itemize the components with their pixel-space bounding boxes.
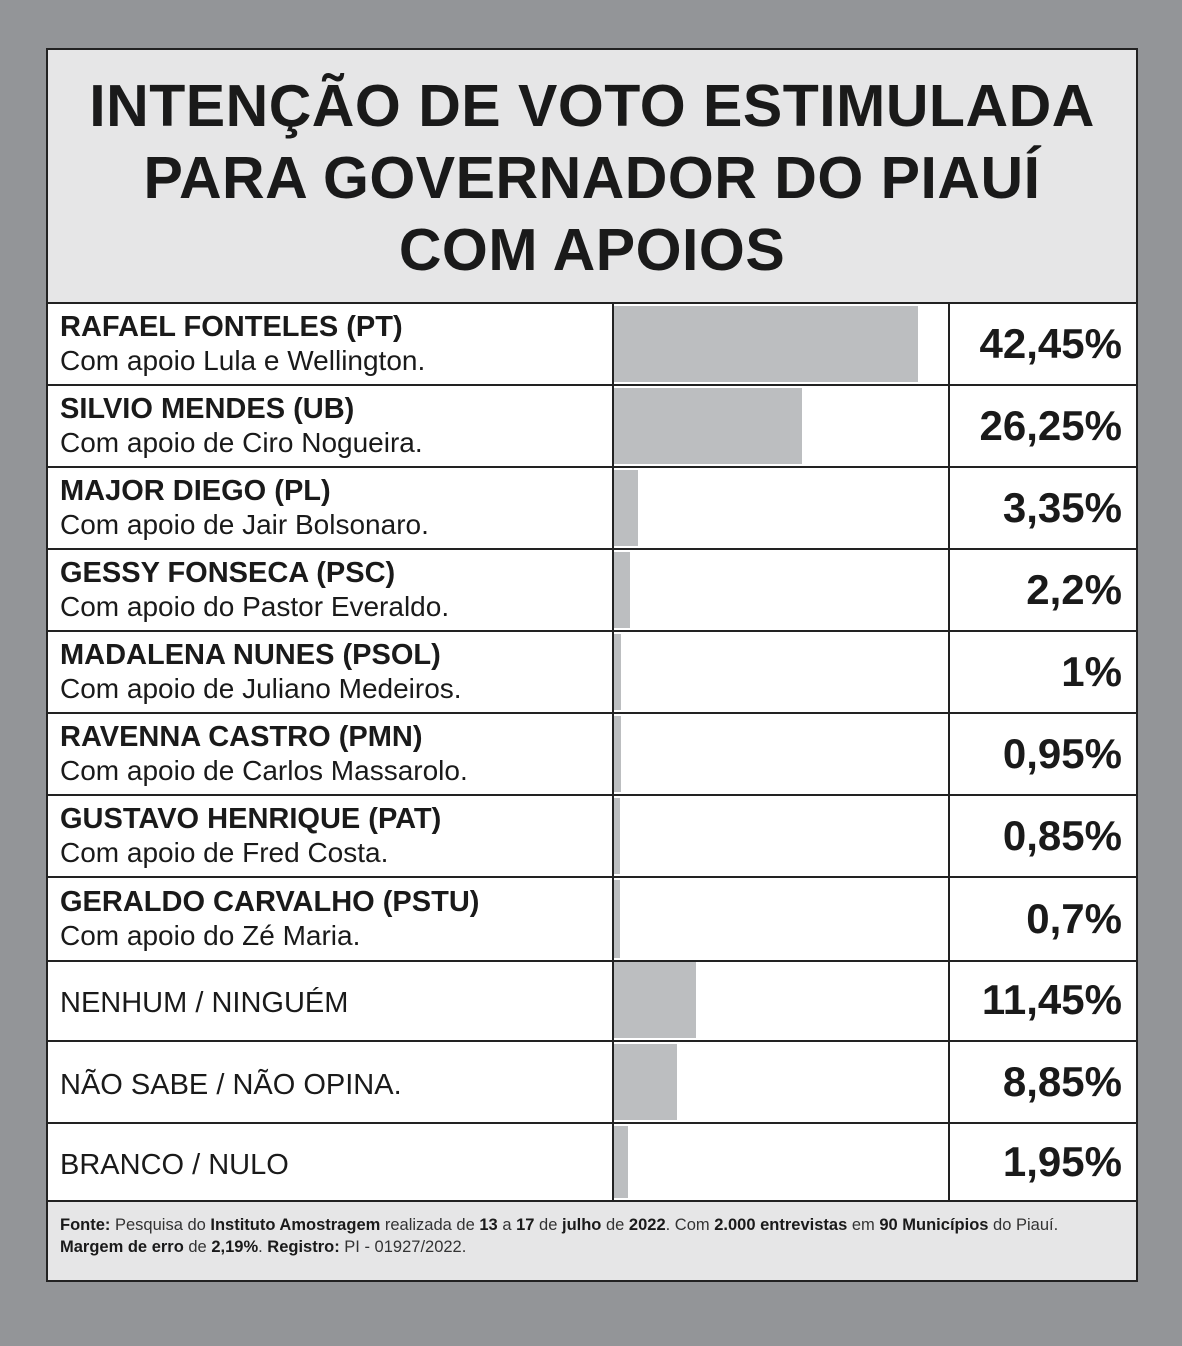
candidate-name: GUSTAVO HENRIQUE (PAT) [60,803,442,835]
footnote-source-label: Fonte: [60,1216,111,1234]
table-row [48,468,1136,550]
value-label: 1,95% [1002,1138,1122,1185]
option-label: NÃO SABE / NÃO OPINA. [60,1068,402,1101]
value-label: 8,85% [1002,1058,1122,1105]
candidate-support: Com apoio de Ciro Nogueira. [60,427,423,458]
bar-mark [614,470,638,546]
footnote-registry-label: Registro: [267,1238,340,1256]
value-label: 2,2% [1026,566,1122,613]
bar-mark [614,716,621,792]
row-label-cell [48,1124,614,1200]
footnote-month: julho [561,1216,602,1234]
title-line-1: INTENÇÃO DE VOTO ESTIMULADA [89,73,1095,139]
candidate-name: SILVIO MENDES (UB) [60,393,355,425]
candidate-support: Com apoio de Carlos Massarolo. [60,755,468,786]
row-label-cell [48,796,614,876]
title-line-2: PARA GOVERNADOR DO PIAUÍ [143,145,1041,211]
row-label-cell [48,386,614,466]
footnote-text: de [601,1216,629,1234]
value-label: 11,45% [981,976,1122,1023]
row-label-cell [48,960,614,1040]
candidate-name: RAFAEL FONTELES (PT) [60,311,403,343]
footnote-margin: 2,19% [211,1238,259,1256]
bar-cell [614,878,950,960]
table-row [48,878,1136,962]
value-label: 1% [1061,648,1122,695]
footnote-text: realizada de [380,1216,480,1234]
bar-cell [614,714,950,794]
row-label-cell [48,714,614,794]
bar-cell [614,632,950,712]
footnote-start-day: 13 [479,1216,498,1234]
table-row [48,1124,1136,1202]
candidate-name: MADALENA NUNES (PSOL) [60,639,441,671]
bar-mark [614,552,630,628]
footnote-interviews: 2.000 entrevistas [714,1216,848,1234]
table-row [48,960,1136,1042]
bar-cell [614,1124,950,1200]
source-footnote [48,1202,1136,1280]
bar-cell [614,468,950,548]
table-row [48,714,1136,796]
footnote-text: de [534,1216,562,1234]
poll-card [46,48,1138,1282]
value-label: 0,85% [1002,812,1122,859]
candidate-support: Com apoio de Juliano Medeiros. [60,673,462,704]
bar-mark [614,880,620,958]
option-label: BRANCO / NULO [60,1148,289,1181]
footnote-text: de [183,1238,212,1256]
bar-mark [614,1126,628,1198]
candidate-support: Com apoio Lula e Wellington. [60,345,426,376]
footnote-margin-label: Margem de erro [60,1238,184,1256]
footnote-text: do Piauí. [988,1216,1059,1234]
bar-mark [614,388,802,464]
table-row [48,1042,1136,1124]
footnote-institute: Instituto Amostragem [210,1216,381,1234]
row-label-cell [48,550,614,630]
candidate-support: Com apoio de Jair Bolsonaro. [60,509,429,540]
row-label-cell [48,304,614,384]
bar-mark [614,306,918,382]
value-label: 42,45% [979,320,1122,367]
table-row [48,796,1136,878]
title-line-3: COM APOIOS [398,217,786,283]
bar-cell [614,960,950,1040]
bar-cell [614,386,950,466]
candidate-name: GESSY FONSECA (PSC) [60,557,396,589]
bar-cell [614,796,950,876]
bar-mark [614,798,620,874]
row-label-cell [48,632,614,712]
row-label-cell [48,878,614,960]
row-label-cell [48,468,614,548]
footnote-text: . Com [665,1216,715,1234]
candidate-support: Com apoio de Fred Costa. [60,837,389,868]
table-row [48,632,1136,714]
value-label: 0,7% [1026,895,1122,942]
option-label: NENHUM / NINGUÉM [60,986,349,1019]
footnote-registry: PI - 01927/2022. [339,1238,467,1256]
value-label: 26,25% [979,402,1122,449]
footnote-text: a [497,1216,517,1234]
bar-cell [614,550,950,630]
table-row [48,550,1136,632]
row-label-cell [48,1042,614,1122]
footnote-year: 2022 [628,1216,666,1234]
chart-header [48,50,1136,304]
bar-mark [614,634,621,710]
bar-cell [614,304,950,384]
footnote-end-day: 17 [516,1216,535,1234]
candidate-support: Com apoio do Pastor Everaldo. [60,591,450,622]
table-row [48,304,1136,386]
candidate-name: RAVENNA CASTRO (PMN) [60,721,423,753]
footnote-text: em [847,1216,880,1234]
bar-mark [614,962,696,1038]
chart-title [89,66,1095,286]
candidate-name: MAJOR DIEGO (PL) [60,475,331,507]
table-row [48,386,1136,468]
footnote-text: . [258,1238,268,1256]
footnote-text: Pesquisa do [110,1216,211,1234]
value-label: 3,35% [1002,484,1122,531]
candidate-support: Com apoio do Zé Maria. [60,920,361,951]
bar-cell [614,1042,950,1122]
candidate-name: GERALDO CARVALHO (PSTU) [60,886,480,918]
value-label: 0,95% [1002,730,1122,777]
footnote-municipalities: 90 Municípios [879,1216,989,1234]
bar-mark [614,1044,677,1120]
